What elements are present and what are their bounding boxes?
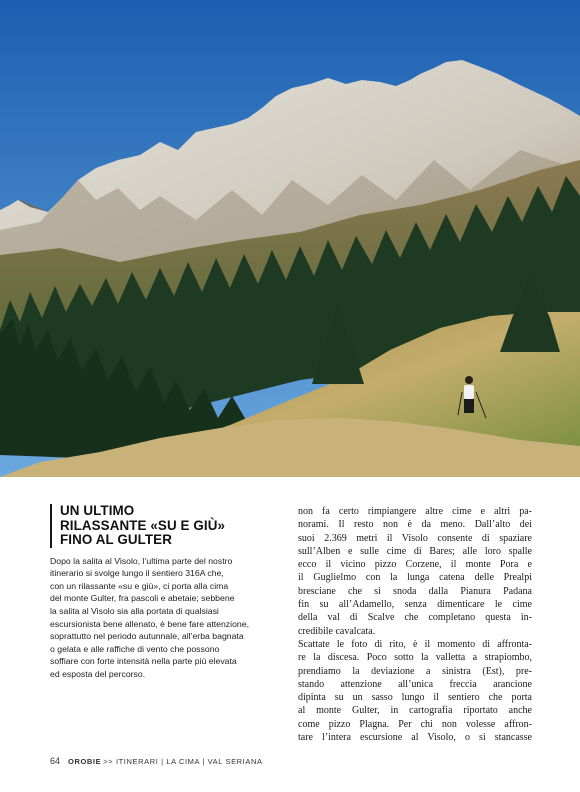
intro-line: del monte Gulter, fra pascoli e abetaie; sebbene <box>50 593 235 604</box>
body-line: bresciane che si snoda dalla Pianura Padana <box>298 585 532 597</box>
body-line: dipinta su un sasso lungo il sentiero che porta <box>298 692 532 704</box>
body-line: re la discesa. Poco sotto la valletta a strapiombo, <box>298 652 532 664</box>
body-line: al monte Gulter, in cartografia riportato anche <box>298 705 532 717</box>
intro-line: ed esposta del percorso. <box>50 668 146 679</box>
heading-line: UN ULTIMO <box>60 503 135 518</box>
body-line: Scattate le foto di rito, è il momento di affronta- <box>298 638 532 650</box>
magazine-name: OROBIE <box>68 757 102 766</box>
body-line: non fa certo rimpiangere altre cime e altri pa- <box>298 506 532 517</box>
article-intro <box>50 555 276 680</box>
intro-line: itinerario si svolge lungo il sentiero 316A che, <box>50 568 224 579</box>
body-line: ecco il vicino pizzo Corzene, il monte Pora e <box>298 559 532 571</box>
body-line: prendiamo la deviazione a sinistra (Est), pre- <box>298 665 532 677</box>
body-line: stando attenzione all’unica freccia arancione <box>298 678 532 690</box>
intro-line: escursionista bene allenato, è bene fare attenzione, <box>50 618 249 629</box>
intro-line: soffiare con forte intensità nella parte più elevata <box>50 656 237 667</box>
section-breadcrumb: >> ITINERARI | LA CIMA | VAL SERIANA <box>103 757 263 766</box>
body-line: fin su all’Adamello, senza dimenticare le cime <box>298 599 532 611</box>
heading-line: FINO AL GULTER <box>60 532 172 548</box>
article-body-column <box>298 505 532 744</box>
page-footer <box>50 756 263 766</box>
body-line: della val di Scalve che completano questa in- <box>298 612 532 624</box>
heading-line: RILASSANTE «SU E GIÙ» <box>60 517 226 533</box>
heading-rule <box>50 504 276 548</box>
intro-line: con un rilassante «su e giù», ci porta alla cima <box>50 580 229 591</box>
body-line: il Guglielmo con la lunga catena delle Prealpi <box>298 572 532 584</box>
body-line: suoi 2.369 metri il Visolo consente di spaziare <box>298 532 532 544</box>
intro-line: soprattutto nel periodo autunnale, all’erba bagnata <box>50 631 244 642</box>
article-intro-column <box>50 504 276 680</box>
article-heading <box>60 504 276 548</box>
body-line: norami. Il resto non è da meno. Dall’alto dei <box>298 519 532 531</box>
article-body <box>298 505 532 744</box>
body-line: credibile cavalcata. <box>298 625 376 637</box>
intro-line: Dopo la salita al Visolo, l’ultima parte del nostro <box>50 555 233 566</box>
body-line: sull’Alben e sulle cime di Bares; alle loro spalle <box>298 545 532 557</box>
page-number: 64 <box>50 756 61 766</box>
body-line: come pizzo Plagna. Per chi non volesse affron- <box>298 718 532 730</box>
intro-line: o gelata e alle raffiche di vento che possono <box>50 643 220 654</box>
body-line: tare l’intera escursione al Visolo, o si stancasse <box>298 732 532 744</box>
intro-line: la salita al Visolo sia alla portata di qualsiasi <box>50 605 219 616</box>
